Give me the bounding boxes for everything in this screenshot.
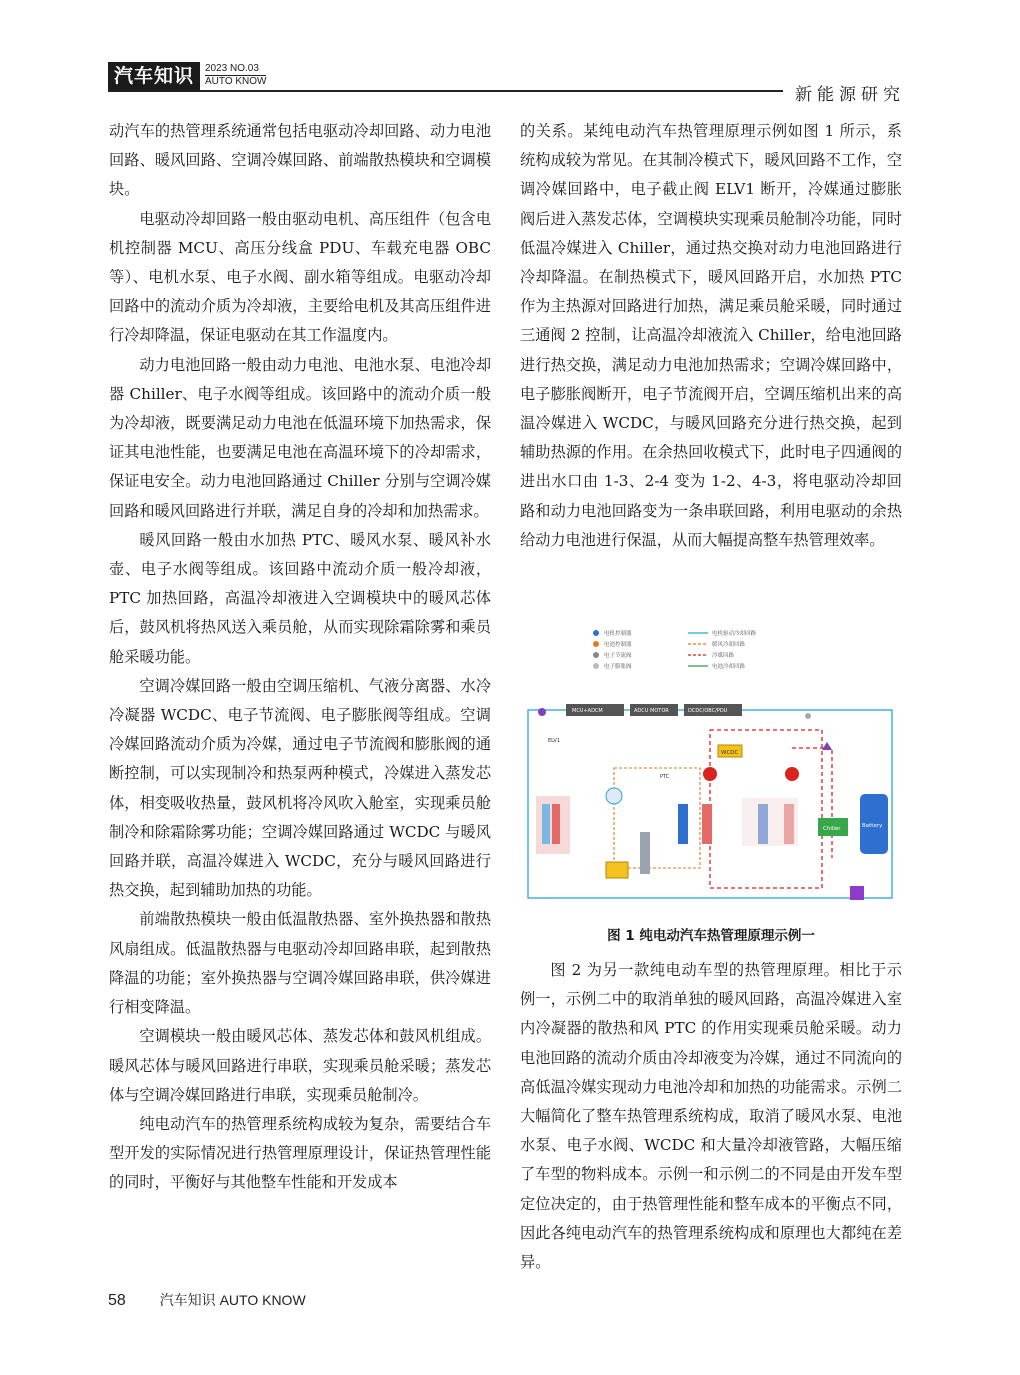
paragraph: 图 2 为另一款纯电动车型的热管理原理。相比于示例一，示例二中的取消单独的暖风回路，高温冷媒进入室内冷凝器的散热和风 PTC 的作用实现乘员舱采暖。动力电池回路的流动介质由冷却液变为冷媒，通过不同流向的高低温冷媒实现动力电池冷却和加热的功能需求。示例二大幅简化了整车热管理系统构成，取消了暖风水泵、电池水泵、电子水阀、WCDC 和大量冷却液管路，大幅压缩了车型的物料成本。示例一和示例二的不同是由开发车型定位决定的，由于热管理性能和整车成本的平衡点不同，因此各纯电动汽车的热管理系统构成和原理也大都纯在差异。: [520, 961, 902, 1272]
box-label-1: ADCU MOTOR: [634, 708, 669, 714]
paragraph: 的关系。某纯电动汽车热管理原理示例如图 1 所示，系统构成较为常见。在其制冷模式下，暖风回路不工作，空调冷媒回路中，电子截止阀 ELV1 断开，冷媒通过膨胀阀后进入蒸发芯体，空调模块实现乘员舱制冷功能，同时低温冷媒进入 Chiller，通过热交换对动力电池回路进行冷却降温。在制热模式下，暖风回路开启，水加热 PTC 作为主热源对回路进行加热，满足乘员舱采暖，同时通过三通阀 2 控制，让高温冷却液流入 Chiller，给电池回路进行热交换，满足动力电池加热需求；空调冷媒回路中，电子膨胀阀断开，电子节流阀开启，空调压缩机出来的高温冷媒进入 WCDC，与暖风回路充分进行热交换，起到辅助热源的作用。在余热回收模式下，此时电子四通阀的进出水口由 1-3、2-4 变为 1-2、4-3，将电驱动冷却回路和动力电池回路变为一条串联回路，利用电驱动的余热给动力电池进行保温，从而大幅提高整车热管理效率。: [520, 122, 902, 549]
pump: [606, 788, 622, 804]
compressor: [850, 886, 864, 900]
ptc-heater-2: [785, 767, 799, 781]
left-column: [109, 117, 491, 1198]
diagram-legend: [593, 629, 757, 670]
wcdc-label: WCDC: [721, 750, 739, 756]
paragraph: 纯电动汽车的热管理系统构成较为复杂，需要结合车型开发的实际情况进行热管理原理设计，保证热管理性能的同时，平衡好与其他整车性能和开发成本: [109, 1114, 491, 1192]
heater-core: [552, 804, 560, 844]
three-way-valve: [822, 742, 832, 750]
right-column-bottom: [520, 956, 902, 1277]
header-rule: [108, 90, 783, 92]
box-label-2: DCDC/OBC/PDU: [688, 708, 728, 714]
journal-en: AUTO KNOW: [205, 76, 267, 87]
ptc-label: PTC: [660, 774, 670, 780]
paragraph: 暖风回路一般由水加热 PTC、暖风水泵、暖风补水壶、电子水阀等组成。该回路中流动介质一般冷却液，PTC 加热回路，高温冷却液进入空调模块中的暖风芯体后，鼓风机将热风送入乘员舱，从而实现除霜除雾和乘员舱采暖功能。: [109, 530, 491, 666]
issue-info: [205, 63, 266, 88]
legend-left-0: 电机控制器: [604, 631, 632, 637]
box-label-0: MCU+ADCM: [572, 708, 603, 714]
journal-logo: 汽车知识: [108, 62, 200, 90]
legend-right-2: 冷媒回路: [712, 653, 735, 659]
ptc-heater-1: [703, 767, 717, 781]
battery-label: Battery: [862, 823, 883, 829]
figure-caption: 图 1 纯电动汽车热管理原理示例一: [607, 928, 815, 944]
radiator-1: [678, 804, 688, 844]
radiator-2: [702, 804, 712, 844]
paragraph: 前端散热模块一般由低温散热器、室外换热器和散热风扇组成。低温散热器与电驱动冷却回路串联，起到散热降温的功能；室外换热器与空调冷媒回路串联，供冷媒进行相变降温。: [109, 910, 491, 1017]
legend-right-3: 电池冷却回路: [712, 664, 746, 670]
paragraph: 动汽车的热管理系统通常包括电驱动冷却回路、动力电池回路、暖风回路、空调冷媒回路、前端散热模块和空调模块。: [109, 122, 491, 199]
legend-right-0: 电机驱动冷却回路: [712, 631, 757, 637]
footer-journal: 汽车知识 AUTO KNOW: [159, 1292, 306, 1308]
condenser-module: [742, 798, 798, 846]
legend-left-1: 电池控制器: [604, 642, 632, 648]
page-number: 58: [108, 1292, 126, 1309]
paragraph: 动力电池回路一般由动力电池、电池水泵、电池冷却器 Chiller、电子水阀等组成。该回路中的流动介质一般为冷却液，既要满足动力电池在低温环境下加热需求，保证其电池性能，也要满足电池在高温环境下的冷却需求，保证电安全。动力电池回路通过 Chiller 分别与空调冷媒回路和暖风回路进行并联，满足自身的冷却和加热需求。: [109, 355, 491, 520]
thermal-diagram-figure: [522, 618, 896, 908]
heat-exchanger: [640, 832, 650, 874]
paragraph: 空调模块一般由暖风芯体、蒸发芯体和鼓风机组成。暖风芯体与暖风回路进行串联，实现乘员舱采暖；蒸发芯体与空调冷媒回路进行串联，实现乘员舱制冷。: [109, 1027, 491, 1104]
valve-top: [805, 713, 811, 719]
thermal-diagram: [522, 618, 896, 908]
paragraph: 电驱动冷却回路一般由驱动电机、高压组件（包含电机控制器 MCU、高压分线盒 PDU、车载充电器 OBC 等）、电机水泵、电子水阀、副水箱等组成。电驱动冷却回路中的流动介质为冷却液，主要给电机及其高压组件进行冷却降温，保证电驱动在其工作温度内。: [109, 209, 491, 345]
paragraph: 空调冷媒回路一般由空调压缩机、气液分离器、水冷冷凝器 WCDC、电子节流阀、电子膨胀阀等组成。空调冷媒回路流动介质为冷媒，通过电子节流阀和膨胀阀的通断控制，可以实现制冷和热泵两种模式，冷媒进入蒸发芯体，相变吸收热量，鼓风机将冷风吹入舱室，实现乘员舱制冷和除霜除雾功能；空调冷媒回路通过 WCDC 与暖风回路并联，高温冷媒进入 WCDC，充分与暖风回路进行热交换，起到辅助加热的功能。: [109, 676, 491, 900]
year-issue: 2023 NO.03: [205, 63, 259, 74]
section-title: 新能源研究: [795, 85, 905, 105]
evaporator-core: [542, 804, 550, 844]
legend-left-3: 电子膨胀阀: [604, 664, 632, 670]
legend-left-2: 电子节流阀: [604, 653, 632, 659]
right-column-top: [520, 117, 902, 555]
page-footer: [108, 1290, 306, 1310]
elv-label: ELV1: [548, 738, 560, 744]
valve-top-left: [538, 708, 546, 716]
legend-right-1: 暖风冷却回路: [712, 642, 746, 648]
expansion-tank: [606, 862, 628, 878]
chiller-label: Chiller: [823, 826, 841, 832]
